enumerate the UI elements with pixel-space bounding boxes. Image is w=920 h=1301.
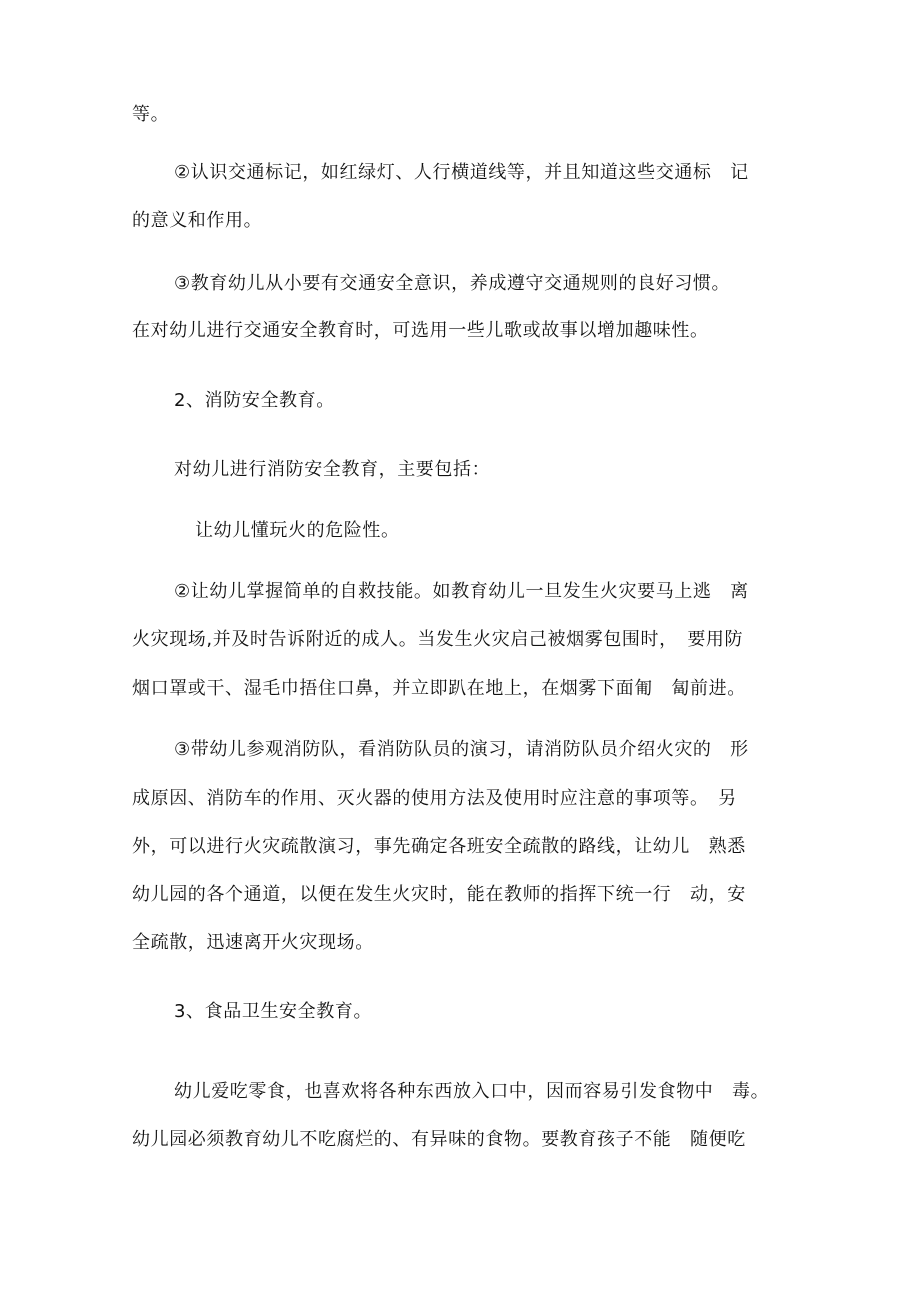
text-line: 全疏散，迅速离开火灾现场。 [132,932,374,953]
text-line: 让幼儿懂玩火的危险性。 [195,520,400,541]
text-line: 的意义和作用。 [132,210,263,231]
text-line: 成原因、消防车的作用、灭火器的使用方法及使用时应注意的事项等。 另 [132,788,737,809]
text-line: 幼儿园必须教育幼儿不吃腐烂的、有异味的食物。要教育孩子不能 随便吃 [132,1129,746,1150]
text-line: ②让幼儿掌握简单的自救技能。如教育幼儿一旦发生火灾要马上逃 离 [174,581,749,602]
text-line: ②认识交通标记，如红绿灯、人行横道线等，并且知道这些交通标 记 [174,162,749,183]
text-line: 在对幼儿进行交通安全教育时，可选用一些儿歌或故事以增加趣味性。 [132,320,709,341]
text-line: 烟口罩或干、湿毛巾捂住口鼻，并立即趴在地上，在烟雾下面匍 匐前进。 [132,678,746,699]
text-line: 火灾现场,并及时告诉附近的成人。当发生火灾启己被烟雾包围时， 要用防 [132,629,744,650]
section-heading: 3、食品卫生安全教育。 [174,1001,373,1022]
section-heading: 2、消防安全教育。 [174,390,335,411]
text-line: 幼儿园的各个通道，以便在发生火灾时，能在教师的指挥下统一行 动，安 [132,884,746,905]
text-line: 幼儿爱吃零食，也喜欢将各种东西放入口中，因而容易引发食物中 毒。 [174,1081,770,1102]
text-line: 外，可以进行火灾疏散演习，事先确定各班安全疏散的路线，让幼儿 熟悉 [132,836,746,857]
text-line: 对幼儿进行消防安全教育，主要包括： [174,459,491,480]
text-line: ③带幼儿参观消防队，看消防队员的演习，请消防队员介绍火灾的 形 [174,739,749,760]
text-line: 等。 [132,104,170,125]
text-line: ③教育幼儿从小要有交通安全意识，养成遵守交通规则的良好习惯。 [174,273,731,294]
